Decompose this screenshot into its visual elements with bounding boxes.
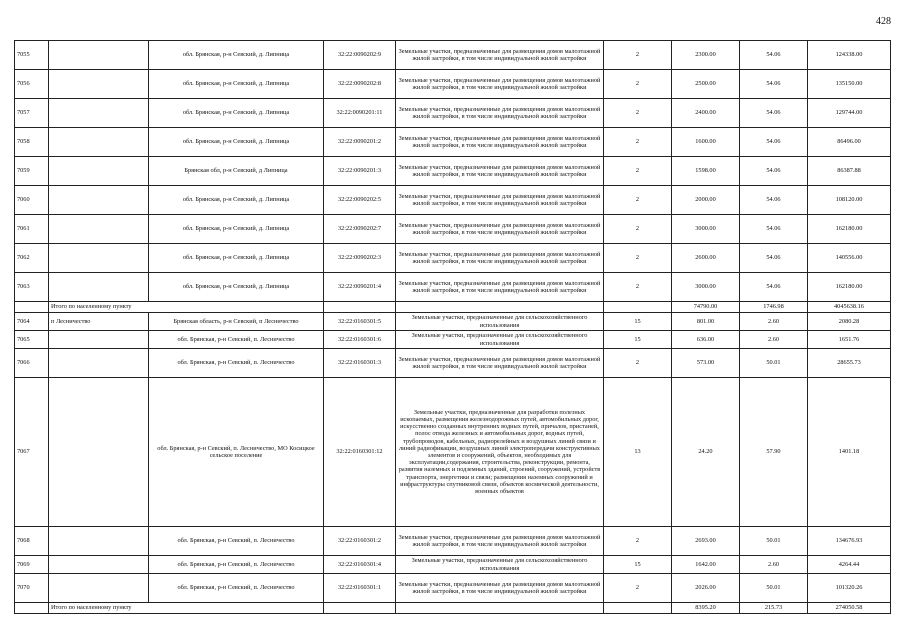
rate-cell: 54.06	[740, 244, 808, 273]
group-cell: 15	[604, 556, 672, 574]
table-row	[15, 215, 891, 244]
cadastral-number-cell: 32:22:0090201:3	[324, 157, 396, 186]
record-number-cell: 7058	[15, 128, 49, 157]
total-label: Итого по населенному пункту	[49, 302, 324, 313]
land-category-cell: Земельные участки, предназначенные для размещения домов малоэтажной жилой застройки, в том числе индивидуальной жилой застройки	[396, 244, 604, 273]
total-area-cell: 8395.20	[672, 603, 740, 614]
rate-cell: 57.90	[740, 378, 808, 527]
group-cell: 2	[604, 244, 672, 273]
land-category-cell: Земельные участки, предназначенные для размещения домов малоэтажной жилой застройки, в том числе индивидуальной жилой застройки	[396, 273, 604, 302]
record-number-cell: 7065	[15, 331, 49, 349]
area-cell: 801.00	[672, 313, 740, 331]
table-row	[15, 70, 891, 99]
cadastral-value-cell: 134676.93	[808, 527, 891, 556]
total-rate-cell: 215.73	[740, 603, 808, 614]
record-number-cell: 7057	[15, 99, 49, 128]
area-cell: 2026.00	[672, 574, 740, 603]
cadastral-value-table	[14, 40, 891, 614]
cadastral-value-cell: 135150.00	[808, 70, 891, 99]
area-cell: 1598.00	[672, 157, 740, 186]
total-value-cell: 274050.58	[808, 603, 891, 614]
address-cell: обл. Брянская, р-н Севский, д. Липница	[149, 99, 324, 128]
area-cell: 2300.00	[672, 41, 740, 70]
area-cell: 24.20	[672, 378, 740, 527]
table-row	[15, 313, 891, 331]
address-cell: обл. Брянская, р-н Севский, п. Лесничество	[149, 349, 324, 378]
cadastral-number-cell: 32:22:0160301:3	[324, 349, 396, 378]
record-number-cell: 7068	[15, 527, 49, 556]
table-row	[15, 527, 891, 556]
record-number-cell: 7061	[15, 215, 49, 244]
rate-cell: 54.06	[740, 215, 808, 244]
group-cell: 2	[604, 574, 672, 603]
address-cell: обл. Брянская, р-н Севский, п. Лесничество	[149, 527, 324, 556]
record-number-cell: 7069	[15, 556, 49, 574]
locality-cell	[49, 186, 149, 215]
area-cell: 1600.00	[672, 128, 740, 157]
land-category-cell: Земельные участки, предназначенные для сельскохозяйственного использования	[396, 556, 604, 574]
cadastral-number-cell: 32:22:0160301:2	[324, 527, 396, 556]
cadastral-number-cell: 32:22:0090201:2	[324, 128, 396, 157]
total-area-cell: 74790.00	[672, 302, 740, 313]
group-cell: 2	[604, 41, 672, 70]
group-cell: 15	[604, 331, 672, 349]
cadastral-number-cell	[324, 603, 396, 614]
group-cell: 2	[604, 215, 672, 244]
locality-cell	[49, 378, 149, 527]
cadastral-number-cell: 32:22:0090202:3	[324, 244, 396, 273]
record-number-cell: 7056	[15, 70, 49, 99]
locality-cell: п Лесничество	[49, 313, 149, 331]
land-category-cell: Земельные участки, предназначенные для размещения домов малоэтажной жилой застройки, в том числе индивидуальной жилой застройки	[396, 349, 604, 378]
table-row	[15, 157, 891, 186]
area-cell: 2000.00	[672, 186, 740, 215]
land-category-cell: Земельные участки, предназначенные для размещения домов малоэтажной жилой застройки, в том числе индивидуальной жилой застройки	[396, 128, 604, 157]
page-number: 428	[876, 16, 891, 27]
cadastral-value-cell: 86496.00	[808, 128, 891, 157]
land-category-cell	[396, 603, 604, 614]
table-row	[15, 99, 891, 128]
table-row	[15, 128, 891, 157]
cadastral-number-cell: 32:22:0090202:5	[324, 186, 396, 215]
group-cell	[604, 302, 672, 313]
rate-cell: 2.60	[740, 313, 808, 331]
cadastral-number-cell: 32:22:0160301:5	[324, 313, 396, 331]
table-row	[15, 574, 891, 603]
record-number-cell: 7062	[15, 244, 49, 273]
address-cell: обл. Брянская, р-н Севский, д. Липница	[149, 215, 324, 244]
total-rate-cell: 1746.98	[740, 302, 808, 313]
address-cell: обл. Брянская, р-н Севский, д. Липница	[149, 244, 324, 273]
total-value-cell: 4045638.16	[808, 302, 891, 313]
locality-cell	[49, 128, 149, 157]
rate-cell: 54.06	[740, 41, 808, 70]
address-cell: обл. Брянская, р-н Севский, д. Липница	[149, 273, 324, 302]
total-row	[15, 302, 891, 313]
area-cell: 3000.00	[672, 273, 740, 302]
locality-cell	[49, 157, 149, 186]
cadastral-value-cell: 162180.00	[808, 273, 891, 302]
record-number-cell: 7055	[15, 41, 49, 70]
cadastral-value-cell: 162180.00	[808, 215, 891, 244]
address-cell: Брянская обл, р-н Севский, д Липница	[149, 157, 324, 186]
area-cell: 3000.00	[672, 215, 740, 244]
cadastral-number-cell: 32:22:0090202:7	[324, 215, 396, 244]
area-cell: 636.00	[672, 331, 740, 349]
table-row	[15, 273, 891, 302]
rate-cell: 54.06	[740, 273, 808, 302]
land-category-cell: Земельные участки, предназначенные для сельскохозяйственного использования	[396, 331, 604, 349]
cadastral-number-cell: 32:22:0160301:4	[324, 556, 396, 574]
rate-cell: 54.06	[740, 186, 808, 215]
land-category-cell: Земельные участки, предназначенные для разработки полезных ископаемых, размещения железнодорожных путей, автомобильных дорог, искусственно созданных внутренних водных путей, причалов, пристаней, полос отвода железных и автомобильных дорог, водных путей, трубопроводов, кабельных, радиорелейных и воздушных линий связи и линий радиофикации, воздушных линий электропередачи конструктивных элементов и сооружений, объектов, необходимых для эксплуатации,содержания, строительства, реконструкции, ремонта, развития наземных и подземных зданий, строений, сооружений, устройств транспорта, энергетики и связи; размещения наземных сооружений и инфраструктуры спутниковой связи, объектов космической деятельности, военных объектов	[396, 378, 604, 527]
rate-cell: 54.06	[740, 128, 808, 157]
area-cell: 2400.00	[672, 99, 740, 128]
rate-cell: 54.06	[740, 99, 808, 128]
locality-cell	[49, 215, 149, 244]
land-category-cell: Земельные участки, предназначенные для размещения домов малоэтажной жилой застройки, в том числе индивидуальной жилой застройки	[396, 99, 604, 128]
group-cell: 13	[604, 378, 672, 527]
locality-cell	[49, 527, 149, 556]
land-category-cell: Земельные участки, предназначенные для размещения домов малоэтажной жилой застройки, в том числе индивидуальной жилой застройки	[396, 157, 604, 186]
rate-cell: 50.01	[740, 574, 808, 603]
table-row	[15, 186, 891, 215]
locality-cell	[49, 273, 149, 302]
address-cell: обл. Брянская, р-н Севский, п. Лесничество	[149, 574, 324, 603]
total-row	[15, 603, 891, 614]
group-cell: 2	[604, 527, 672, 556]
cadastral-value-cell: 1401.18	[808, 378, 891, 527]
rate-cell: 2.60	[740, 556, 808, 574]
cadastral-number-cell: 32:22:0090202:8	[324, 70, 396, 99]
address-cell: обл. Брянская, р-н Севский, д. Липница	[149, 70, 324, 99]
group-cell: 2	[604, 157, 672, 186]
rate-cell: 54.06	[740, 157, 808, 186]
area-cell: 573.00	[672, 349, 740, 378]
land-category-cell: Земельные участки, предназначенные для размещения домов малоэтажной жилой застройки, в том числе индивидуальной жилой застройки	[396, 574, 604, 603]
cadastral-value-cell: 28655.73	[808, 349, 891, 378]
land-category-cell: Земельные участки, предназначенные для размещения домов малоэтажной жилой застройки, в том числе индивидуальной жилой застройки	[396, 41, 604, 70]
cadastral-value-cell: 124338.00	[808, 41, 891, 70]
area-cell: 2600.00	[672, 244, 740, 273]
total-label: Итого по населенному пункту	[49, 603, 324, 614]
table-row	[15, 378, 891, 527]
locality-cell	[49, 41, 149, 70]
cadastral-value-cell: 108120.00	[808, 186, 891, 215]
table-row	[15, 349, 891, 378]
address-cell: Брянская область, р-н Севский, п Лесничество	[149, 313, 324, 331]
cadastral-number-cell	[324, 302, 396, 313]
locality-cell	[49, 99, 149, 128]
cadastral-number-cell: 32:22:0160301:6	[324, 331, 396, 349]
cadastral-number-cell: 32:22:0160301:12	[324, 378, 396, 527]
cadastral-value-cell: 2080.28	[808, 313, 891, 331]
group-cell	[604, 603, 672, 614]
cadastral-value-cell: 4264.44	[808, 556, 891, 574]
group-cell: 2	[604, 70, 672, 99]
record-number-cell: 7067	[15, 378, 49, 527]
locality-cell	[49, 574, 149, 603]
rate-cell: 50.01	[740, 349, 808, 378]
address-cell: обл. Брянская, р-н Севский, д. Липница	[149, 41, 324, 70]
address-cell: обл. Брянская, р-н Севский, п. Лесничество	[149, 331, 324, 349]
cadastral-value-cell: 140556.00	[808, 244, 891, 273]
address-cell: обл. Брянская, р-н Севский, д. Липница	[149, 186, 324, 215]
record-number-cell: 7066	[15, 349, 49, 378]
land-category-cell: Земельные участки, предназначенные для размещения домов малоэтажной жилой застройки, в том числе индивидуальной жилой застройки	[396, 527, 604, 556]
record-number-cell: 7064	[15, 313, 49, 331]
group-cell: 2	[604, 349, 672, 378]
group-cell: 2	[604, 128, 672, 157]
locality-cell	[49, 331, 149, 349]
area-cell: 1642.00	[672, 556, 740, 574]
cadastral-number-cell: 32:22:0090202:9	[324, 41, 396, 70]
record-number-cell: 7070	[15, 574, 49, 603]
table-row	[15, 244, 891, 273]
cadastral-number-cell: 32:22:0090201:11	[324, 99, 396, 128]
locality-cell	[49, 556, 149, 574]
area-cell: 2500.00	[672, 70, 740, 99]
group-cell: 15	[604, 313, 672, 331]
cadastral-value-cell: 1651.76	[808, 331, 891, 349]
cadastral-number-cell: 32:22:0090201:4	[324, 273, 396, 302]
record-number-cell	[15, 302, 49, 313]
land-category-cell	[396, 302, 604, 313]
cadastral-value-cell: 86387.88	[808, 157, 891, 186]
address-cell: обл. Брянская, р-н Севский, п. Лесничество	[149, 556, 324, 574]
cadastral-value-cell: 101320.26	[808, 574, 891, 603]
rate-cell: 2.60	[740, 331, 808, 349]
land-category-cell: Земельные участки, предназначенные для размещения домов малоэтажной жилой застройки, в том числе индивидуальной жилой застройки	[396, 70, 604, 99]
land-category-cell: Земельные участки, предназначенные для сельскохозяйственного использования	[396, 313, 604, 331]
land-category-cell: Земельные участки, предназначенные для размещения домов малоэтажной жилой застройки, в том числе индивидуальной жилой застройки	[396, 186, 604, 215]
group-cell: 2	[604, 186, 672, 215]
locality-cell	[49, 70, 149, 99]
area-cell: 2693.00	[672, 527, 740, 556]
table-row	[15, 556, 891, 574]
record-number-cell	[15, 603, 49, 614]
address-cell: обл. Брянская, р-н Севский, д. Липница	[149, 128, 324, 157]
group-cell: 2	[604, 99, 672, 128]
locality-cell	[49, 244, 149, 273]
rate-cell: 50.01	[740, 527, 808, 556]
rate-cell: 54.06	[740, 70, 808, 99]
record-number-cell: 7060	[15, 186, 49, 215]
table-row	[15, 41, 891, 70]
cadastral-value-cell: 129744.00	[808, 99, 891, 128]
land-category-cell: Земельные участки, предназначенные для размещения домов малоэтажной жилой застройки, в том числе индивидуальной жилой застройки	[396, 215, 604, 244]
locality-cell	[49, 349, 149, 378]
cadastral-number-cell: 32:22:0160301:1	[324, 574, 396, 603]
record-number-cell: 7063	[15, 273, 49, 302]
table-row	[15, 331, 891, 349]
group-cell: 2	[604, 273, 672, 302]
record-number-cell: 7059	[15, 157, 49, 186]
address-cell: обл. Брянская, р-н Севский, п. Лесничество, МО Косицкое сельское поселение	[149, 378, 324, 527]
